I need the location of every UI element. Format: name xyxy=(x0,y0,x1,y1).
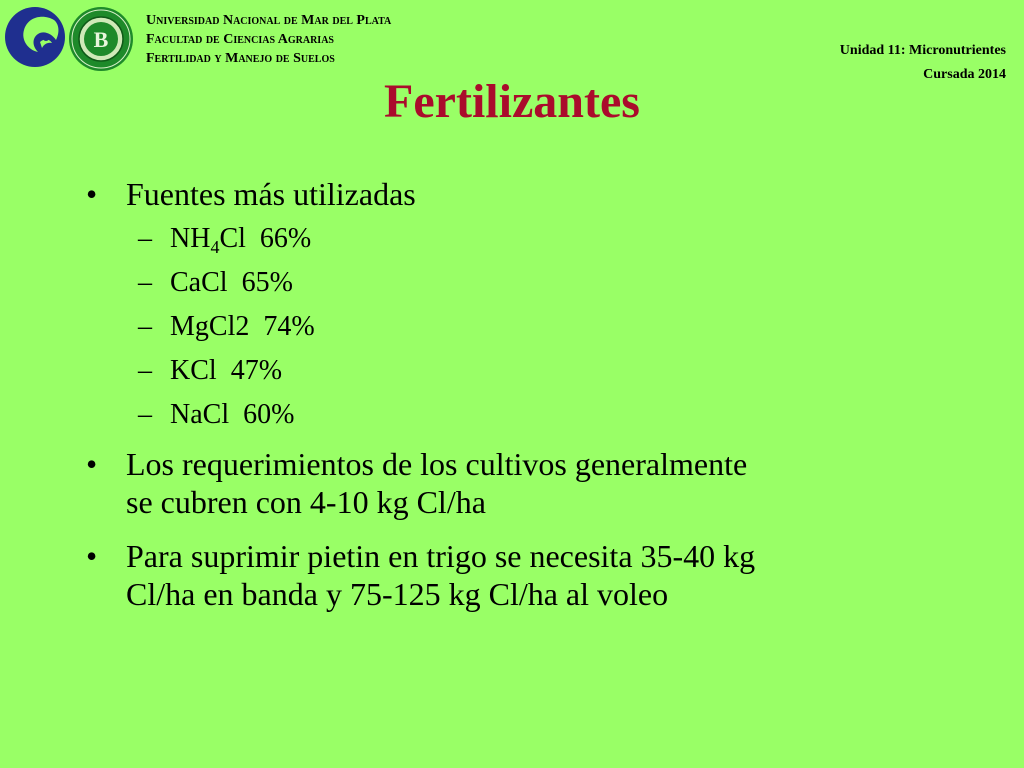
dash-glyph: – xyxy=(138,223,152,254)
university-name: Universidad Nacional de Mar del Plata xyxy=(146,13,392,28)
course-name: Fertilidad y Manejo de Suelos xyxy=(146,51,335,66)
bullet-text-line-1: Los requerimientos de los cultivos generalmente xyxy=(126,446,748,482)
dash-glyph: – xyxy=(138,355,152,386)
sub-item-kcl xyxy=(86,349,986,393)
bullet-glyph: • xyxy=(86,446,98,482)
bullet-requerimientos xyxy=(86,445,986,521)
formula: NaCl xyxy=(170,399,230,430)
dash-glyph: – xyxy=(138,267,152,298)
sub-item-nh4cl xyxy=(86,217,986,261)
formula: $NH_4Cl$ xyxy=(170,223,246,257)
bullet-text-line-2: se cubren con 4-10 kg Cl/ha xyxy=(126,484,486,520)
bullet-fuentes xyxy=(86,175,986,213)
formula: MgCl2 xyxy=(170,311,250,342)
percentage: 65% xyxy=(241,267,293,298)
formula: KCl xyxy=(170,355,217,386)
institution-header xyxy=(146,11,391,68)
bullet-text-line-1: Para suprimir pietin en trigo se necesita 35-40 kg xyxy=(126,538,756,574)
percentage: 47% xyxy=(230,355,283,386)
university-logo-icon xyxy=(4,6,66,68)
slide-title: Fertilizantes xyxy=(384,75,640,128)
faculty-name: Facultad de Ciencias Agrarias xyxy=(146,32,334,47)
dash-glyph: – xyxy=(138,399,152,430)
course-year: Cursada 2014 xyxy=(923,67,1006,82)
bullet-text-line-2: Cl/ha en banda y 75-125 kg Cl/ha al voleo xyxy=(126,576,669,612)
bullet-pietin xyxy=(86,537,986,613)
sub-item-mgcl2 xyxy=(86,305,986,349)
dash-glyph: – xyxy=(138,311,152,342)
sub-item-nacl xyxy=(86,393,986,437)
faculty-seal-icon xyxy=(68,6,134,72)
slide-content xyxy=(86,175,986,613)
percentage: 60% xyxy=(243,399,295,430)
percentage: 74% xyxy=(263,311,315,342)
bullet-glyph: • xyxy=(86,176,98,212)
faculty-seal-letter: B xyxy=(93,27,109,52)
percentage: 66% xyxy=(259,223,312,254)
sub-item-cacl xyxy=(86,261,986,305)
unit-label: Unidad 11: Micronutrientes xyxy=(839,43,1006,58)
formula: CaCl xyxy=(170,267,228,298)
bullet-glyph: • xyxy=(86,538,98,574)
bullet-text: Fuentes más utilizadas xyxy=(126,176,416,212)
